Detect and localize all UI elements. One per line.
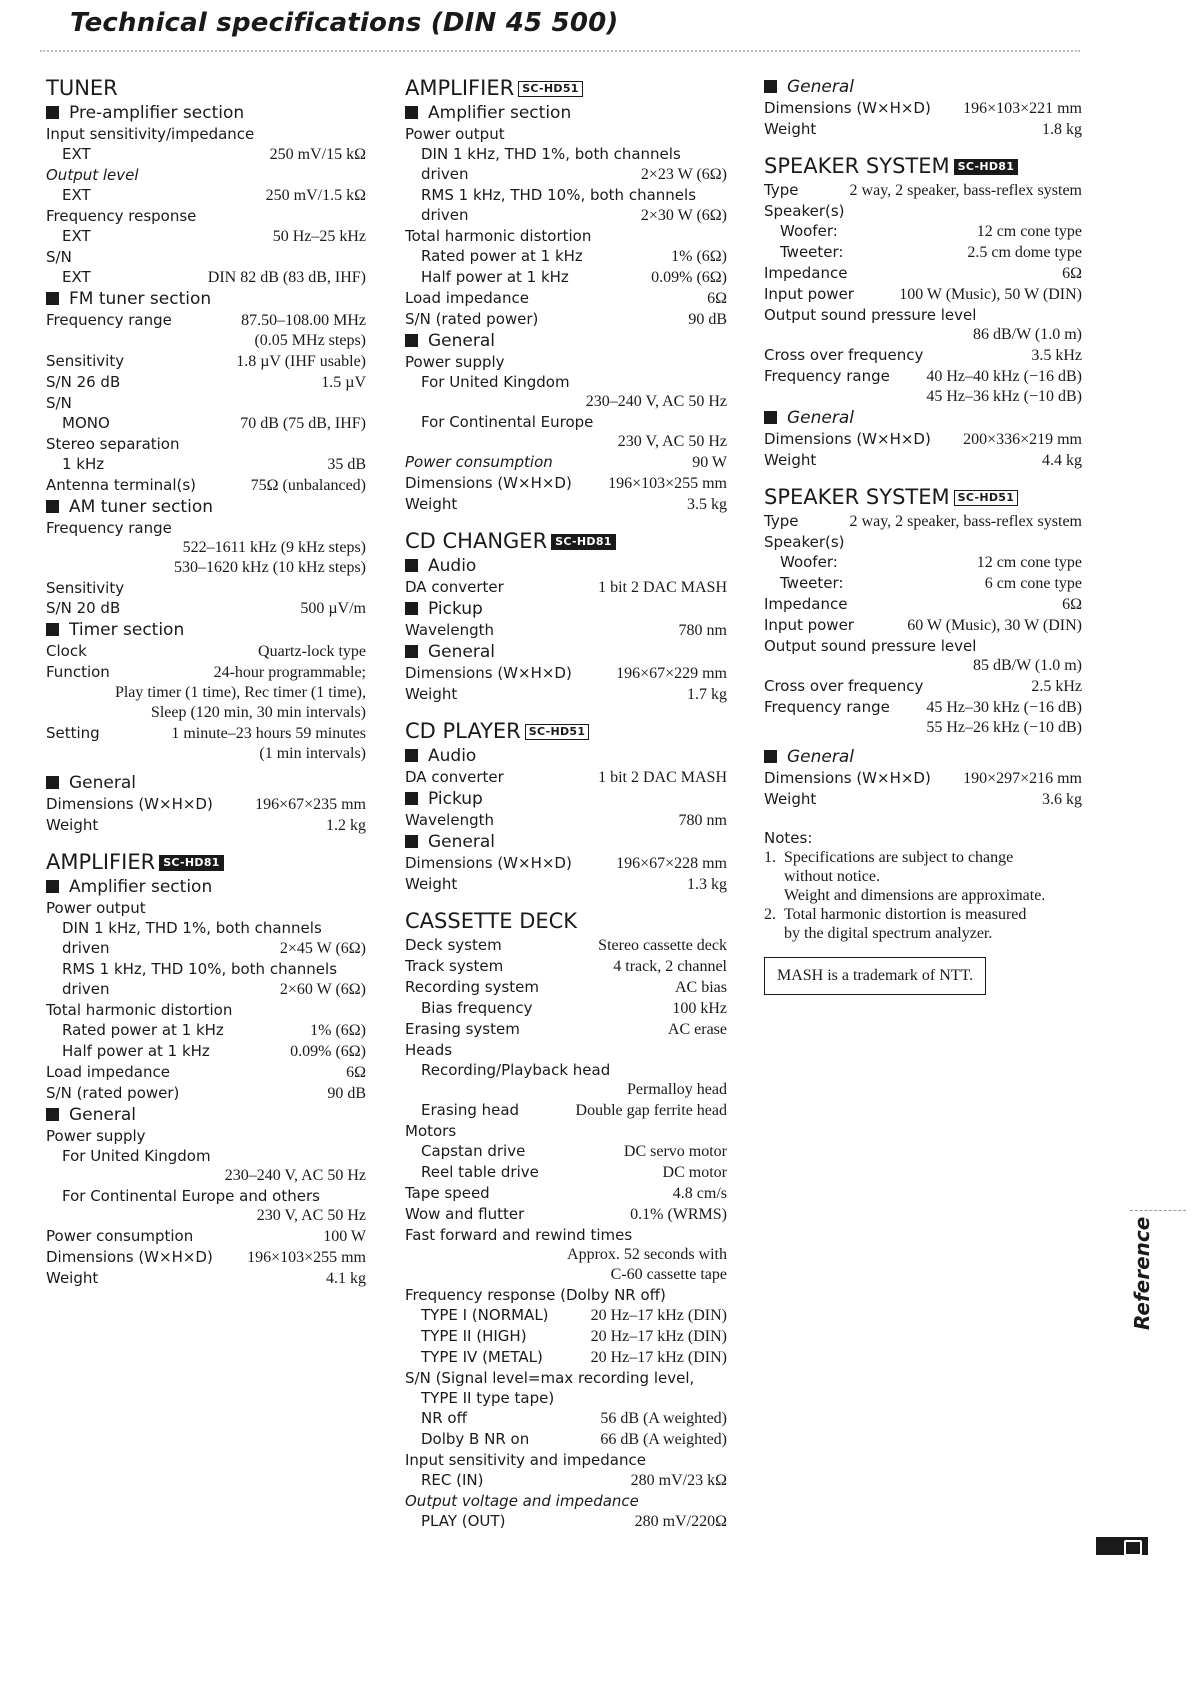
spec-value: 1 bit 2 DAC MASH	[598, 769, 727, 786]
square-bullet-icon	[764, 411, 777, 424]
amp-general-heading: General	[46, 1104, 366, 1126]
square-bullet-icon	[405, 334, 418, 347]
spec-value: 1.5 µV	[321, 374, 366, 391]
spec-value: 4.1 kg	[326, 1270, 366, 1287]
spec-value: 230–240 V, AC 50 Hz	[224, 1167, 366, 1184]
spec-label: Weight	[405, 685, 458, 703]
spec-value: DC servo motor	[623, 1143, 727, 1160]
spec-label: Dimensions (W×H×D)	[46, 1248, 213, 1266]
spec-label: Deck system	[405, 936, 502, 954]
spec-value: 12 cm cone type	[976, 554, 1082, 571]
column-3	[764, 76, 1082, 995]
model-badge: SC-HD51	[525, 724, 590, 740]
spec-value: 1.8 µV (IHF usable)	[236, 353, 366, 370]
spec-label: Wavelength	[405, 621, 494, 639]
spec-value: 780 nm	[678, 812, 727, 829]
tuner-general-heading: General	[46, 772, 366, 794]
spec-label: DIN 1 kHz, THD 1%, both channels	[62, 919, 322, 937]
square-bullet-icon	[405, 602, 418, 615]
spec-label: Weight	[764, 120, 817, 138]
amp-section-heading: Amplifier section	[405, 102, 727, 124]
spec-value: 0.09% (6Ω)	[290, 1043, 366, 1060]
spec-label: Frequency response	[46, 207, 197, 225]
spec-label: S/N (Signal level=max recording level,	[405, 1369, 695, 1387]
spec-label: Dimensions (W×H×D)	[764, 430, 931, 448]
spec-label: RMS 1 kHz, THD 10%, both channels	[421, 186, 697, 204]
spec-value: 250 mV/15 kΩ	[269, 146, 366, 163]
spec-value: 2×45 W (6Ω)	[279, 940, 366, 957]
page-tab-icon	[1096, 1537, 1148, 1555]
fm-heading: FM tuner section	[46, 288, 366, 310]
spec-value: 3.6 kg	[1042, 791, 1082, 808]
square-bullet-icon	[405, 645, 418, 658]
spec-value: 196×67×229 mm	[616, 665, 727, 682]
spec-value: 70 dB (75 dB, IHF)	[240, 415, 366, 432]
spec-label: Power consumption	[405, 453, 553, 471]
spec-label: RMS 1 kHz, THD 10%, both channels	[62, 960, 338, 978]
spec-label: Capstan drive	[421, 1142, 526, 1160]
spec-label: 1 kHz	[62, 455, 105, 473]
spec-value: DIN 82 dB (83 dB, IHF)	[207, 269, 366, 286]
spec-label: Motors	[405, 1122, 457, 1140]
spec-label: Load impedance	[405, 289, 529, 307]
spec-label: Fast forward and rewind times	[405, 1226, 633, 1244]
spec-label: Input power	[764, 616, 854, 634]
note-1-cont: without notice.	[784, 868, 880, 885]
spec-label: For Continental Europe	[421, 413, 594, 431]
spec-value: AC bias	[675, 979, 727, 996]
spec-value: 250 mV/1.5 kΩ	[265, 187, 366, 204]
spec-value: 1 bit 2 DAC MASH	[598, 579, 727, 596]
spec-label: Weight	[405, 495, 458, 513]
am-heading: AM tuner section	[46, 496, 366, 518]
spec-value: (1 min intervals)	[259, 745, 366, 762]
spec-label: EXT	[62, 227, 91, 245]
amplifier-hd81-heading: AMPLIFIER SC-HD81	[46, 850, 366, 874]
spec-label: Dimensions (W×H×D)	[405, 854, 572, 872]
spec-value: C-60 cassette tape	[610, 1266, 727, 1283]
square-bullet-icon	[46, 776, 59, 789]
spec-label: Erasing head	[421, 1101, 520, 1119]
page-title: Technical specifications (DIN 45 500)	[70, 8, 619, 38]
spec-value: 1.3 kg	[687, 876, 727, 893]
square-bullet-icon	[405, 835, 418, 848]
spec-value: 6Ω	[346, 1064, 366, 1081]
spec-label: DIN 1 kHz, THD 1%, both channels	[421, 145, 681, 163]
spec-value: 4.4 kg	[1042, 452, 1082, 469]
spec-value: 2.5 cm dome type	[967, 244, 1082, 261]
spec-value: 100 W (Music), 50 W (DIN)	[899, 286, 1082, 303]
spec-value: 1.7 kg	[687, 686, 727, 703]
square-bullet-icon	[46, 500, 59, 513]
spec-label: S/N	[46, 248, 72, 266]
spec-value: DC motor	[662, 1164, 727, 1181]
spec-value: 200×336×219 mm	[963, 431, 1082, 448]
spec-value: 780 nm	[678, 622, 727, 639]
square-bullet-icon	[46, 880, 59, 893]
spec-value: 4.8 cm/s	[672, 1185, 727, 1202]
note-2: 2. Total harmonic distortion is measured	[764, 906, 1027, 923]
square-bullet-icon	[764, 750, 777, 763]
timer-heading: Timer section	[46, 619, 366, 641]
spec-value: 522–1611 kHz (9 kHz steps)	[182, 539, 366, 556]
square-bullet-icon	[405, 749, 418, 762]
spec-label: Power consumption	[46, 1227, 194, 1245]
cd-changer-heading: CD CHANGER SC-HD81	[405, 529, 727, 553]
spec-label: Weight	[405, 875, 458, 893]
general-heading: General	[764, 746, 1082, 768]
spec-value: 90 W	[692, 454, 727, 471]
square-bullet-icon	[405, 106, 418, 119]
spec-label: DA converter	[405, 578, 504, 596]
spec-label: Tweeter:	[780, 243, 844, 261]
spec-label: Woofer:	[780, 553, 838, 571]
spec-value: 230 V, AC 50 Hz	[617, 433, 727, 450]
amp-general-heading: General	[405, 330, 727, 352]
spec-label: Stereo separation	[46, 435, 180, 453]
model-badge: SC-HD81	[551, 534, 616, 550]
spec-value: 100 W	[323, 1228, 366, 1245]
spec-label: Frequency range	[46, 311, 172, 329]
note-2-cont: by the digital spectrum analyzer.	[784, 925, 993, 942]
spec-value: 196×67×228 mm	[616, 855, 727, 872]
spec-value: 40 Hz–40 kHz (−16 dB)	[926, 368, 1082, 385]
spec-value: 45 Hz–30 kHz (−16 dB)	[926, 699, 1082, 716]
spec-label: NR off	[421, 1409, 467, 1427]
spec-label: DA converter	[405, 768, 504, 786]
square-bullet-icon	[46, 1108, 59, 1121]
spec-label: Antenna terminal(s)	[46, 476, 197, 494]
spec-value: 24-hour programmable;	[213, 664, 366, 681]
spec-label: Power output	[405, 125, 505, 143]
square-bullet-icon	[46, 106, 59, 119]
spec-label: Total harmonic distortion	[405, 227, 592, 245]
spec-label: Frequency response (Dolby NR off)	[405, 1286, 666, 1304]
note-1: 1. Specifications are subject to change	[764, 849, 1014, 866]
spec-value: 6Ω	[1062, 265, 1082, 282]
spec-label: S/N (rated power)	[405, 310, 539, 328]
spec-value: 86 dB/W (1.0 m)	[972, 326, 1082, 343]
column-1	[46, 76, 366, 1289]
spec-label: Speaker(s)	[764, 533, 845, 551]
spec-label: EXT	[62, 268, 91, 286]
spec-value: 87.50–108.00 MHz	[241, 312, 366, 329]
spec-value: Stereo cassette deck	[598, 937, 727, 954]
spec-label: Heads	[405, 1041, 453, 1059]
spec-value: Double gap ferrite head	[575, 1102, 727, 1119]
spec-label: Dimensions (W×H×D)	[764, 769, 931, 787]
spec-value: 55 Hz–26 kHz (−10 dB)	[926, 719, 1082, 736]
spec-value: 12 cm cone type	[976, 223, 1082, 240]
spec-label: Cross over frequency	[764, 677, 924, 695]
spec-label: REC (IN)	[421, 1471, 484, 1489]
spec-value: 2×23 W (6Ω)	[640, 166, 727, 183]
spec-value: 196×103×255 mm	[608, 475, 727, 492]
spec-label: S/N 20 dB	[46, 599, 121, 617]
spec-value: AC erase	[667, 1021, 727, 1038]
spec-value: Play timer (1 time), Rec timer (1 time),	[114, 684, 366, 701]
spec-label: Sensitivity	[46, 352, 125, 370]
spec-label: S/N	[46, 394, 72, 412]
spec-value: 196×103×255 mm	[247, 1249, 366, 1266]
spec-label: Output sound pressure level	[764, 637, 977, 655]
spec-value: 230 V, AC 50 Hz	[256, 1207, 366, 1224]
spec-label: Half power at 1 kHz	[421, 268, 569, 286]
spec-label: Frequency range	[764, 698, 890, 716]
spec-value: 190×297×216 mm	[963, 770, 1082, 787]
square-bullet-icon	[46, 623, 59, 636]
spec-label: Function	[46, 663, 110, 681]
spec-value: (0.05 MHz steps)	[254, 332, 366, 349]
spec-label: Rated power at 1 kHz	[62, 1021, 224, 1039]
model-badge: SC-HD51	[518, 81, 583, 97]
spec-value: 20 Hz–17 kHz (DIN)	[590, 1307, 727, 1324]
spec-value: 4 track, 2 channel	[613, 958, 727, 975]
spec-value: 6Ω	[1062, 596, 1082, 613]
model-badge: SC-HD81	[954, 159, 1019, 175]
spec-label: Recording system	[405, 978, 540, 996]
spec-label: Cross over frequency	[764, 346, 924, 364]
spec-label: driven	[421, 165, 469, 183]
square-bullet-icon	[405, 792, 418, 805]
spec-value: 60 W (Music), 30 W (DIN)	[907, 617, 1082, 634]
spec-value: 75Ω (unbalanced)	[250, 477, 366, 494]
spec-label: driven	[62, 939, 110, 957]
spec-label: Bias frequency	[421, 999, 533, 1017]
spec-label: Sensitivity	[46, 579, 125, 597]
spec-value: 100 kHz	[672, 1000, 727, 1017]
spec-label: MONO	[62, 414, 110, 432]
cd-changer-audio-heading: Audio	[405, 555, 727, 577]
spec-value: 1.2 kg	[326, 817, 366, 834]
spec-value: 0.09% (6Ω)	[651, 269, 727, 286]
spec-label: Type	[764, 181, 799, 199]
spec-value: 3.5 kHz	[1031, 347, 1082, 364]
column-2	[405, 76, 727, 1532]
cd-player-audio-heading: Audio	[405, 745, 727, 767]
spec-label: For Continental Europe and others	[62, 1187, 320, 1205]
spec-label: Wavelength	[405, 811, 494, 829]
spec-label: Impedance	[764, 595, 848, 613]
model-badge: SC-HD51	[954, 490, 1019, 506]
spec-value: Permalloy head	[627, 1081, 727, 1098]
spec-label: Tape speed	[405, 1184, 490, 1202]
spec-label: Reel table drive	[421, 1163, 539, 1181]
spec-label: Dolby B NR on	[421, 1430, 530, 1448]
spec-value: 2 way, 2 speaker, bass-reflex system	[849, 182, 1082, 199]
spec-label: TYPE I (NORMAL)	[421, 1306, 549, 1324]
spec-label: S/N (rated power)	[46, 1084, 180, 1102]
cd-player-pickup-heading: Pickup	[405, 788, 727, 810]
cd-player-general-heading: General	[405, 831, 727, 853]
spec-label: Weight	[764, 790, 817, 808]
spec-label: driven	[62, 980, 110, 998]
spec-label: Dimensions (W×H×D)	[405, 474, 572, 492]
tuner-heading: TUNER	[46, 76, 118, 100]
spec-value: 20 Hz–17 kHz (DIN)	[590, 1349, 727, 1366]
spec-label: Impedance	[764, 264, 848, 282]
spec-value: 280 mV/220Ω	[634, 1513, 727, 1530]
spec-label: Half power at 1 kHz	[62, 1042, 210, 1060]
spec-value: 2×60 W (6Ω)	[279, 981, 366, 998]
spec-label: EXT	[62, 186, 91, 204]
spec-label: TYPE II type tape)	[421, 1389, 555, 1407]
spec-label: driven	[421, 206, 469, 224]
spec-value: 50 Hz–25 kHz	[272, 228, 366, 245]
spec-value: 196×103×221 mm	[963, 100, 1082, 117]
spec-label: For United Kingdom	[62, 1147, 211, 1165]
spec-value: 0.1% (WRMS)	[630, 1206, 727, 1223]
spec-label: Track system	[405, 957, 504, 975]
spec-value: 196×67×235 mm	[255, 796, 366, 813]
cd-changer-general-heading: General	[405, 641, 727, 663]
spec-label: Input sensitivity and impedance	[405, 1451, 646, 1469]
square-bullet-icon	[46, 292, 59, 305]
spec-value: 1 minute–23 hours 59 minutes	[171, 725, 366, 742]
spec-value: Quartz-lock type	[258, 643, 366, 660]
spec-label: Weight	[46, 1269, 99, 1287]
spec-value: 530–1620 kHz (10 kHz steps)	[174, 559, 366, 576]
spec-value: 1% (6Ω)	[310, 1022, 366, 1039]
spec-label: Tweeter:	[780, 574, 844, 592]
general-heading: General	[764, 76, 1082, 98]
cd-player-heading: CD PLAYER SC-HD51	[405, 719, 727, 743]
spec-label: TYPE II (HIGH)	[421, 1327, 527, 1345]
spec-value: 66 dB (A weighted)	[600, 1431, 727, 1448]
spec-value: 230–240 V, AC 50 Hz	[585, 393, 727, 410]
spec-label: S/N 26 dB	[46, 373, 121, 391]
title-rule	[40, 50, 1080, 52]
spec-label: Erasing system	[405, 1020, 520, 1038]
spec-value: 1% (6Ω)	[671, 248, 727, 265]
spec-label: Frequency range	[46, 519, 172, 537]
spec-label: Dimensions (W×H×D)	[46, 795, 213, 813]
spec-value: Approx. 52 seconds with	[567, 1246, 727, 1263]
spec-label: Load impedance	[46, 1063, 170, 1081]
spec-label: Power supply	[46, 1127, 146, 1145]
spec-label: Input sensitivity/impedance	[46, 125, 255, 143]
spec-value: 500 µV/m	[300, 600, 366, 617]
spec-label: Output sound pressure level	[764, 306, 977, 324]
spec-value: Sleep (120 min, 30 min intervals)	[150, 704, 366, 721]
spec-label: Wow and flutter	[405, 1205, 525, 1223]
spec-value: 90 dB	[688, 311, 727, 328]
spec-label: Output voltage and impedance	[405, 1492, 639, 1510]
spec-label: Power output	[46, 899, 146, 917]
notes-heading: Notes:	[764, 829, 813, 847]
spec-value: 3.5 kg	[687, 496, 727, 513]
spec-label: Recording/Playback head	[421, 1061, 611, 1079]
square-bullet-icon	[764, 80, 777, 93]
spec-label: For United Kingdom	[421, 373, 570, 391]
general-heading: General	[764, 407, 1082, 429]
spec-value: 35 dB	[327, 456, 366, 473]
reference-sidebar-label: Reference	[1130, 1216, 1154, 1330]
spec-label: PLAY (OUT)	[421, 1512, 506, 1530]
spec-label: Power supply	[405, 353, 505, 371]
trademark-box: MASH is a trademark of NTT.	[764, 957, 986, 995]
spec-value: 45 Hz–36 kHz (−10 dB)	[926, 388, 1082, 405]
spec-value: 1.8 kg	[1042, 121, 1082, 138]
spec-label: Dimensions (W×H×D)	[405, 664, 572, 682]
spec-label: Weight	[46, 816, 99, 834]
spec-value: 6Ω	[707, 290, 727, 307]
spec-label: Woofer:	[780, 222, 838, 240]
spec-value: 2 way, 2 speaker, bass-reflex system	[849, 513, 1082, 530]
spec-label: Frequency range	[764, 367, 890, 385]
spec-label: TYPE IV (METAL)	[421, 1348, 543, 1366]
spec-label: Input power	[764, 285, 854, 303]
spec-label: Speaker(s)	[764, 202, 845, 220]
cd-changer-pickup-heading: Pickup	[405, 598, 727, 620]
spec-value: 6 cm cone type	[984, 575, 1082, 592]
amplifier-hd51-heading: AMPLIFIER SC-HD51	[405, 76, 727, 100]
spec-label: Setting	[46, 724, 100, 742]
model-badge: SC-HD81	[159, 855, 224, 871]
spec-label: Dimensions (W×H×D)	[764, 99, 931, 117]
spec-value: 280 mV/23 kΩ	[630, 1472, 727, 1489]
spec-value: 2×30 W (6Ω)	[640, 207, 727, 224]
spec-value: 90 dB	[327, 1085, 366, 1102]
spec-label: Rated power at 1 kHz	[421, 247, 583, 265]
spec-value: 56 dB (A weighted)	[600, 1410, 727, 1427]
spec-value: 85 dB/W (1.0 m)	[972, 657, 1082, 674]
spec-label: Clock	[46, 642, 87, 660]
spec-label: Type	[764, 512, 799, 530]
square-bullet-icon	[405, 559, 418, 572]
spec-value: 20 Hz–17 kHz (DIN)	[590, 1328, 727, 1345]
spec-label: Total harmonic distortion	[46, 1001, 233, 1019]
speaker-hd51-heading: SPEAKER SYSTEM SC-HD51	[764, 485, 1082, 509]
amp-section-heading: Amplifier section	[46, 876, 366, 898]
spec-label: EXT	[62, 145, 91, 163]
note-1-cont: Weight and dimensions are approximate.	[784, 887, 1046, 904]
cassette-deck-heading: CASSETTE DECK	[405, 909, 578, 933]
spec-value: 2.5 kHz	[1031, 678, 1082, 695]
pre-amp-heading: Pre-amplifier section	[46, 102, 366, 124]
speaker-hd81-heading: SPEAKER SYSTEM SC-HD81	[764, 154, 1082, 178]
spec-label: Weight	[764, 451, 817, 469]
spec-label: Output level	[46, 166, 139, 184]
